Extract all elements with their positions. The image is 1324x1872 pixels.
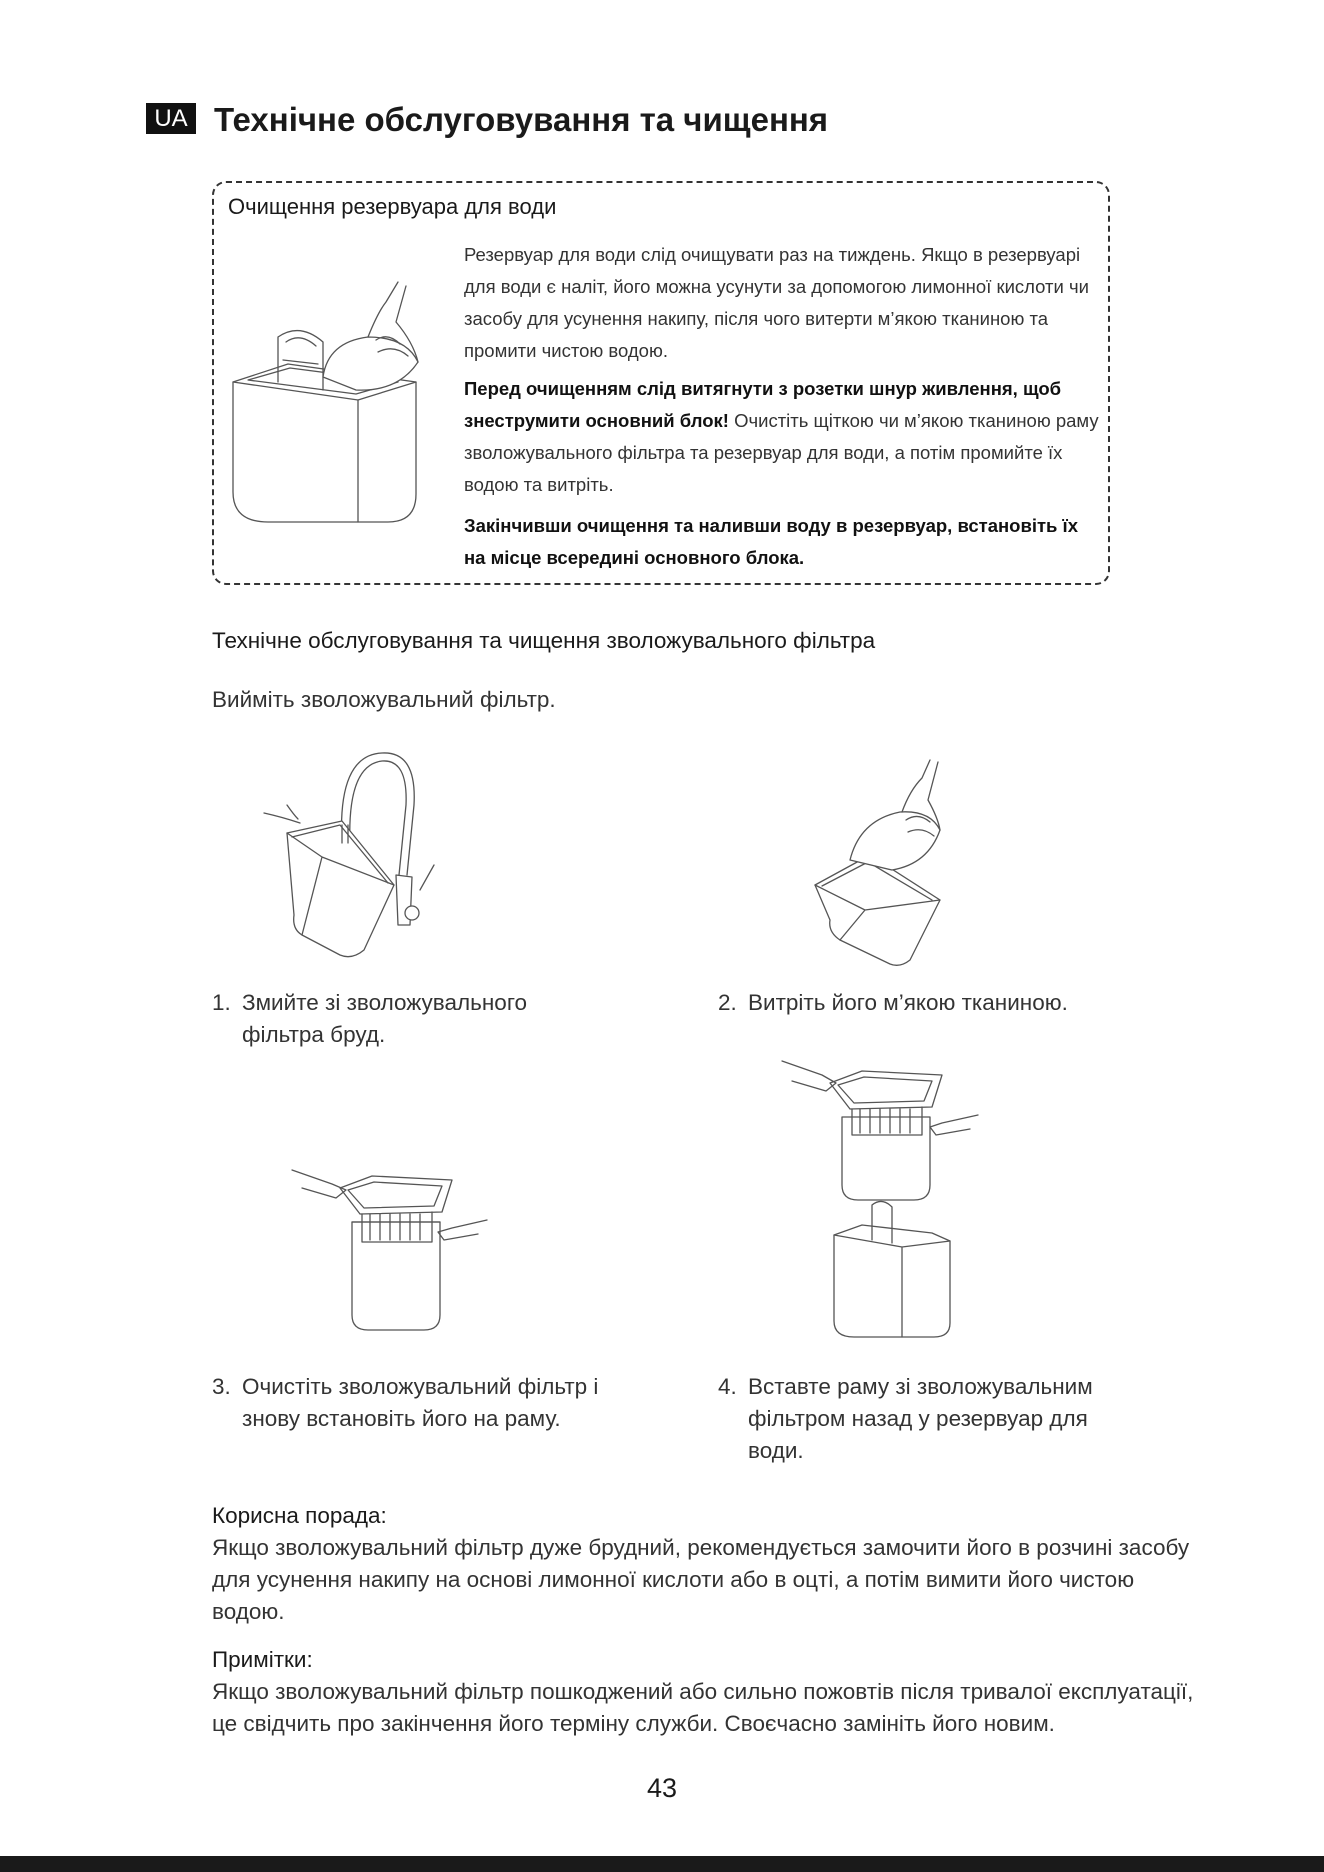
step-3-number: 3. <box>212 1374 231 1399</box>
reinstall-filter-illustration <box>292 1160 492 1335</box>
filter-maintenance-heading: Технічне обслуговування та чищення зволожувального фільтра <box>212 628 876 653</box>
step-1-number: 1. <box>212 990 231 1015</box>
tank-cleaning-paragraph-2 <box>464 373 1104 501</box>
step-1-text: Змийте зі зволожувального фільтра бруд. <box>242 990 528 1047</box>
page-title: Технічне обслуговування та чищення <box>214 101 829 138</box>
step-3-text: Очистіть зволожувальний фільтр і знову встановіть його на раму. <box>242 1374 599 1431</box>
remove-filter-instruction: Вийміть зволожувальний фільтр. <box>212 687 556 712</box>
step-2-number: 2. <box>718 990 737 1015</box>
step-2-text: Витріть його м’якою тканиною. <box>748 990 1068 1015</box>
tank-cleaning-heading: Очищення резервуара для води <box>228 194 557 219</box>
step-4-number: 4. <box>718 1374 737 1399</box>
step-4-text: Вставте раму зі зволожувальним фільтром назад у резервуар для води. <box>748 1374 1093 1463</box>
step-2 <box>718 987 1118 1019</box>
tank-cleaning-paragraph-3: Закінчивши очищення та наливши воду в резервуар, встановіть їх на місце всередині основного блока. <box>464 515 1079 568</box>
wipe-filter-illustration <box>810 760 980 960</box>
page-number: 43 <box>646 1773 678 1803</box>
tank-cleaning-paragraph-1: Резервуар для води слід очищувати раз на тиждень. Якщо в резервуарі для води є наліт, його можна усунути за допомогою лимонної кислоти чи засобу для усунення накипу, після чого витерти м’якою тканиною та промити чистою водою. <box>464 244 1089 361</box>
tip-title: Корисна порада: <box>212 1503 387 1528</box>
notes-title: Примітки: <box>212 1647 313 1672</box>
tank-wiping-illustration <box>228 282 428 532</box>
step-3 <box>212 1371 652 1435</box>
footer-bar <box>0 1856 1324 1872</box>
insert-frame-illustration <box>782 1055 982 1340</box>
notes-text: Якщо зволожувальний фільтр пошкоджений або сильно пожовтів після тривалої експлуатації, це свідчить про закінчення його терміну служби. Своєчасно замініть його новим. <box>212 1679 1194 1736</box>
rinse-filter-illustration <box>282 745 452 960</box>
tip-text: Якщо зволожувальний фільтр дуже брудний, рекомендується замочити його в розчині засобу для усунення накипу на основі лимонної кислоти або в оцті, а потім вимити його чистою водою. <box>212 1535 1190 1624</box>
tank-cleaning-instructions: Очистіть щіткою чи м’якою тканиною раму зволожувального фільтра та резервуар для води, а потім промийте їх водою та витріть. <box>464 410 1099 495</box>
power-warning: Перед очищенням слід витягнути з розетки шнур живлення, щоб знеструмити основний блок! <box>464 378 1062 431</box>
step-4 <box>718 1371 1118 1467</box>
language-badge: UA <box>146 103 196 134</box>
step-1 <box>212 987 612 1051</box>
